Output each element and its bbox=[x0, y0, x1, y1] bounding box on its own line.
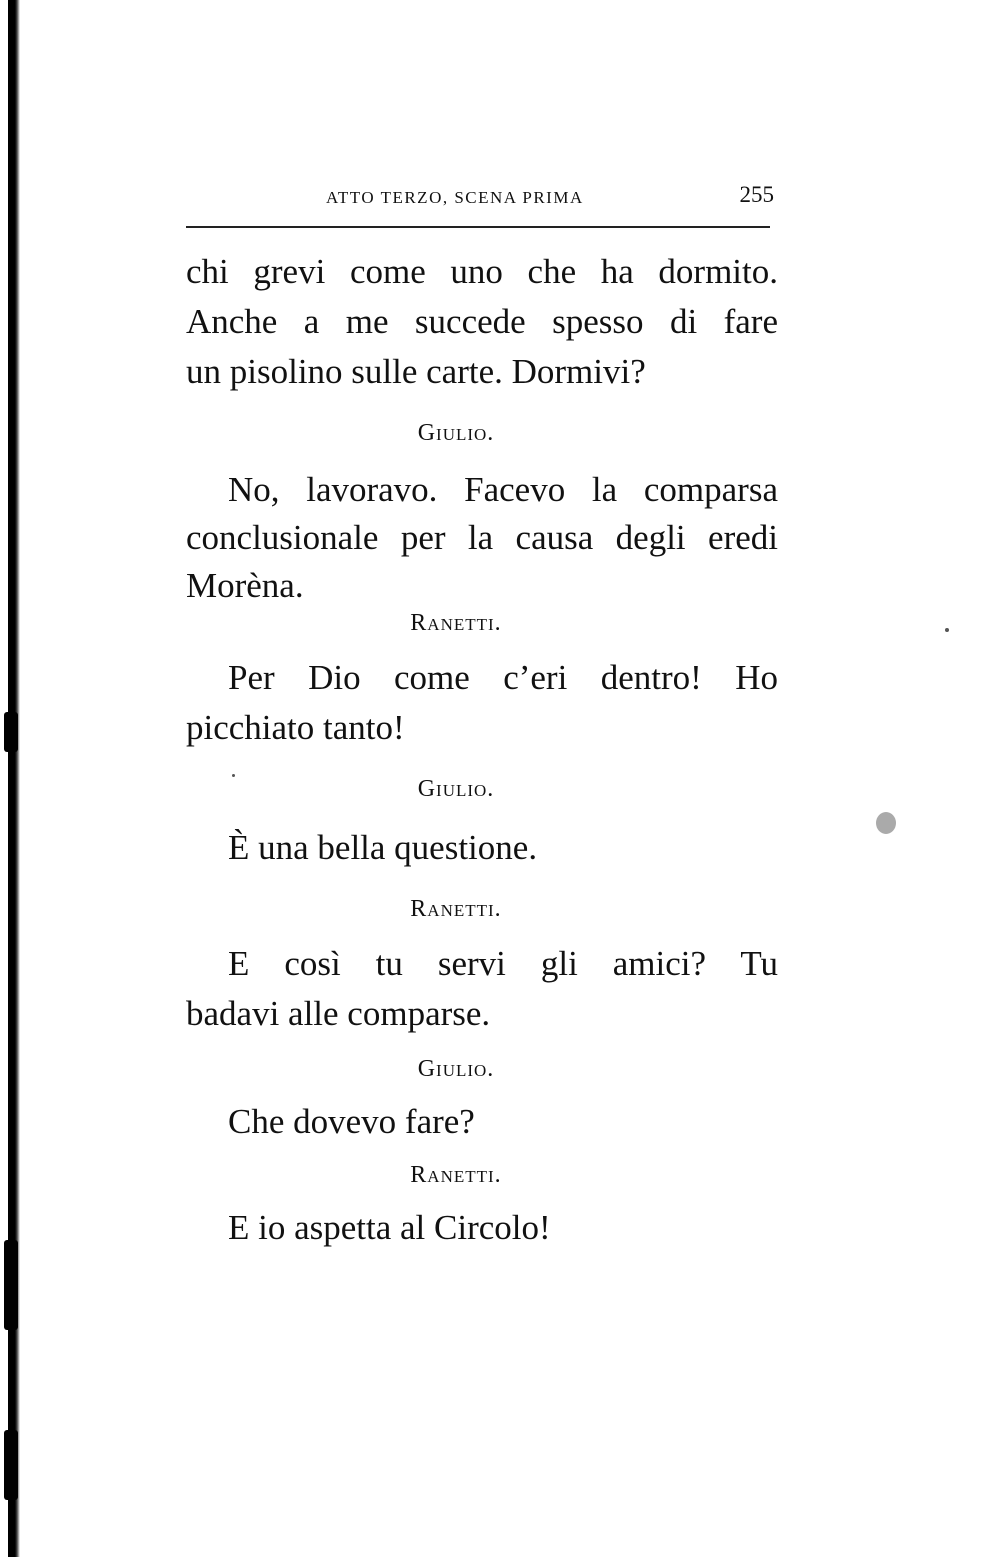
text-line: No, lavoravo. Facevo la comparsa bbox=[228, 470, 778, 509]
speaker-label: Ranetti. bbox=[410, 1162, 502, 1188]
text-line: Morèna. bbox=[186, 566, 304, 605]
speaker-label: Giulio. bbox=[417, 776, 495, 802]
text-line: picchiato tanto! bbox=[186, 708, 405, 747]
speaker-name bbox=[186, 896, 726, 923]
speaker-name bbox=[186, 1162, 726, 1189]
text-line: Che dovevo fare? bbox=[228, 1102, 475, 1141]
text-line: Per Dio come c’eri dentro! Ho bbox=[228, 658, 778, 697]
paper-speck bbox=[876, 812, 896, 834]
text-line: Anche a me succede spesso di fare bbox=[186, 302, 778, 341]
text-line: badavi alle comparse. bbox=[186, 994, 491, 1033]
binding-notch bbox=[4, 1430, 18, 1500]
text-line: E così tu servi gli amici? Tu bbox=[228, 944, 778, 983]
speaker-name bbox=[186, 1056, 726, 1083]
speaker-label: Ranetti. bbox=[410, 610, 502, 636]
running-header bbox=[186, 184, 778, 214]
speaker-name bbox=[186, 610, 726, 637]
text-line: E io aspetta al Circolo! bbox=[228, 1208, 551, 1247]
running-title: ATTO TERZO, SCENA PRIMA bbox=[326, 188, 584, 207]
text-line: chi grevi come uno che ha dormito. bbox=[186, 252, 778, 291]
page-number: 255 bbox=[739, 182, 774, 207]
binding-notch bbox=[4, 712, 18, 752]
speaker-label: Ranetti. bbox=[410, 896, 502, 922]
speaker-label: Giulio. bbox=[417, 420, 495, 446]
binding-notch bbox=[4, 1240, 18, 1330]
speaker-name bbox=[186, 776, 726, 803]
text-line: conclusionale per la causa degli eredi bbox=[186, 518, 778, 557]
speaker-name bbox=[186, 420, 726, 447]
paper-speck bbox=[945, 628, 949, 632]
text-line: un pisolino sulle carte. Dormivi? bbox=[186, 352, 646, 391]
text-line: È una bella questione. bbox=[228, 828, 538, 867]
speaker-label: Giulio. bbox=[417, 1056, 495, 1082]
header-rule bbox=[186, 226, 770, 228]
